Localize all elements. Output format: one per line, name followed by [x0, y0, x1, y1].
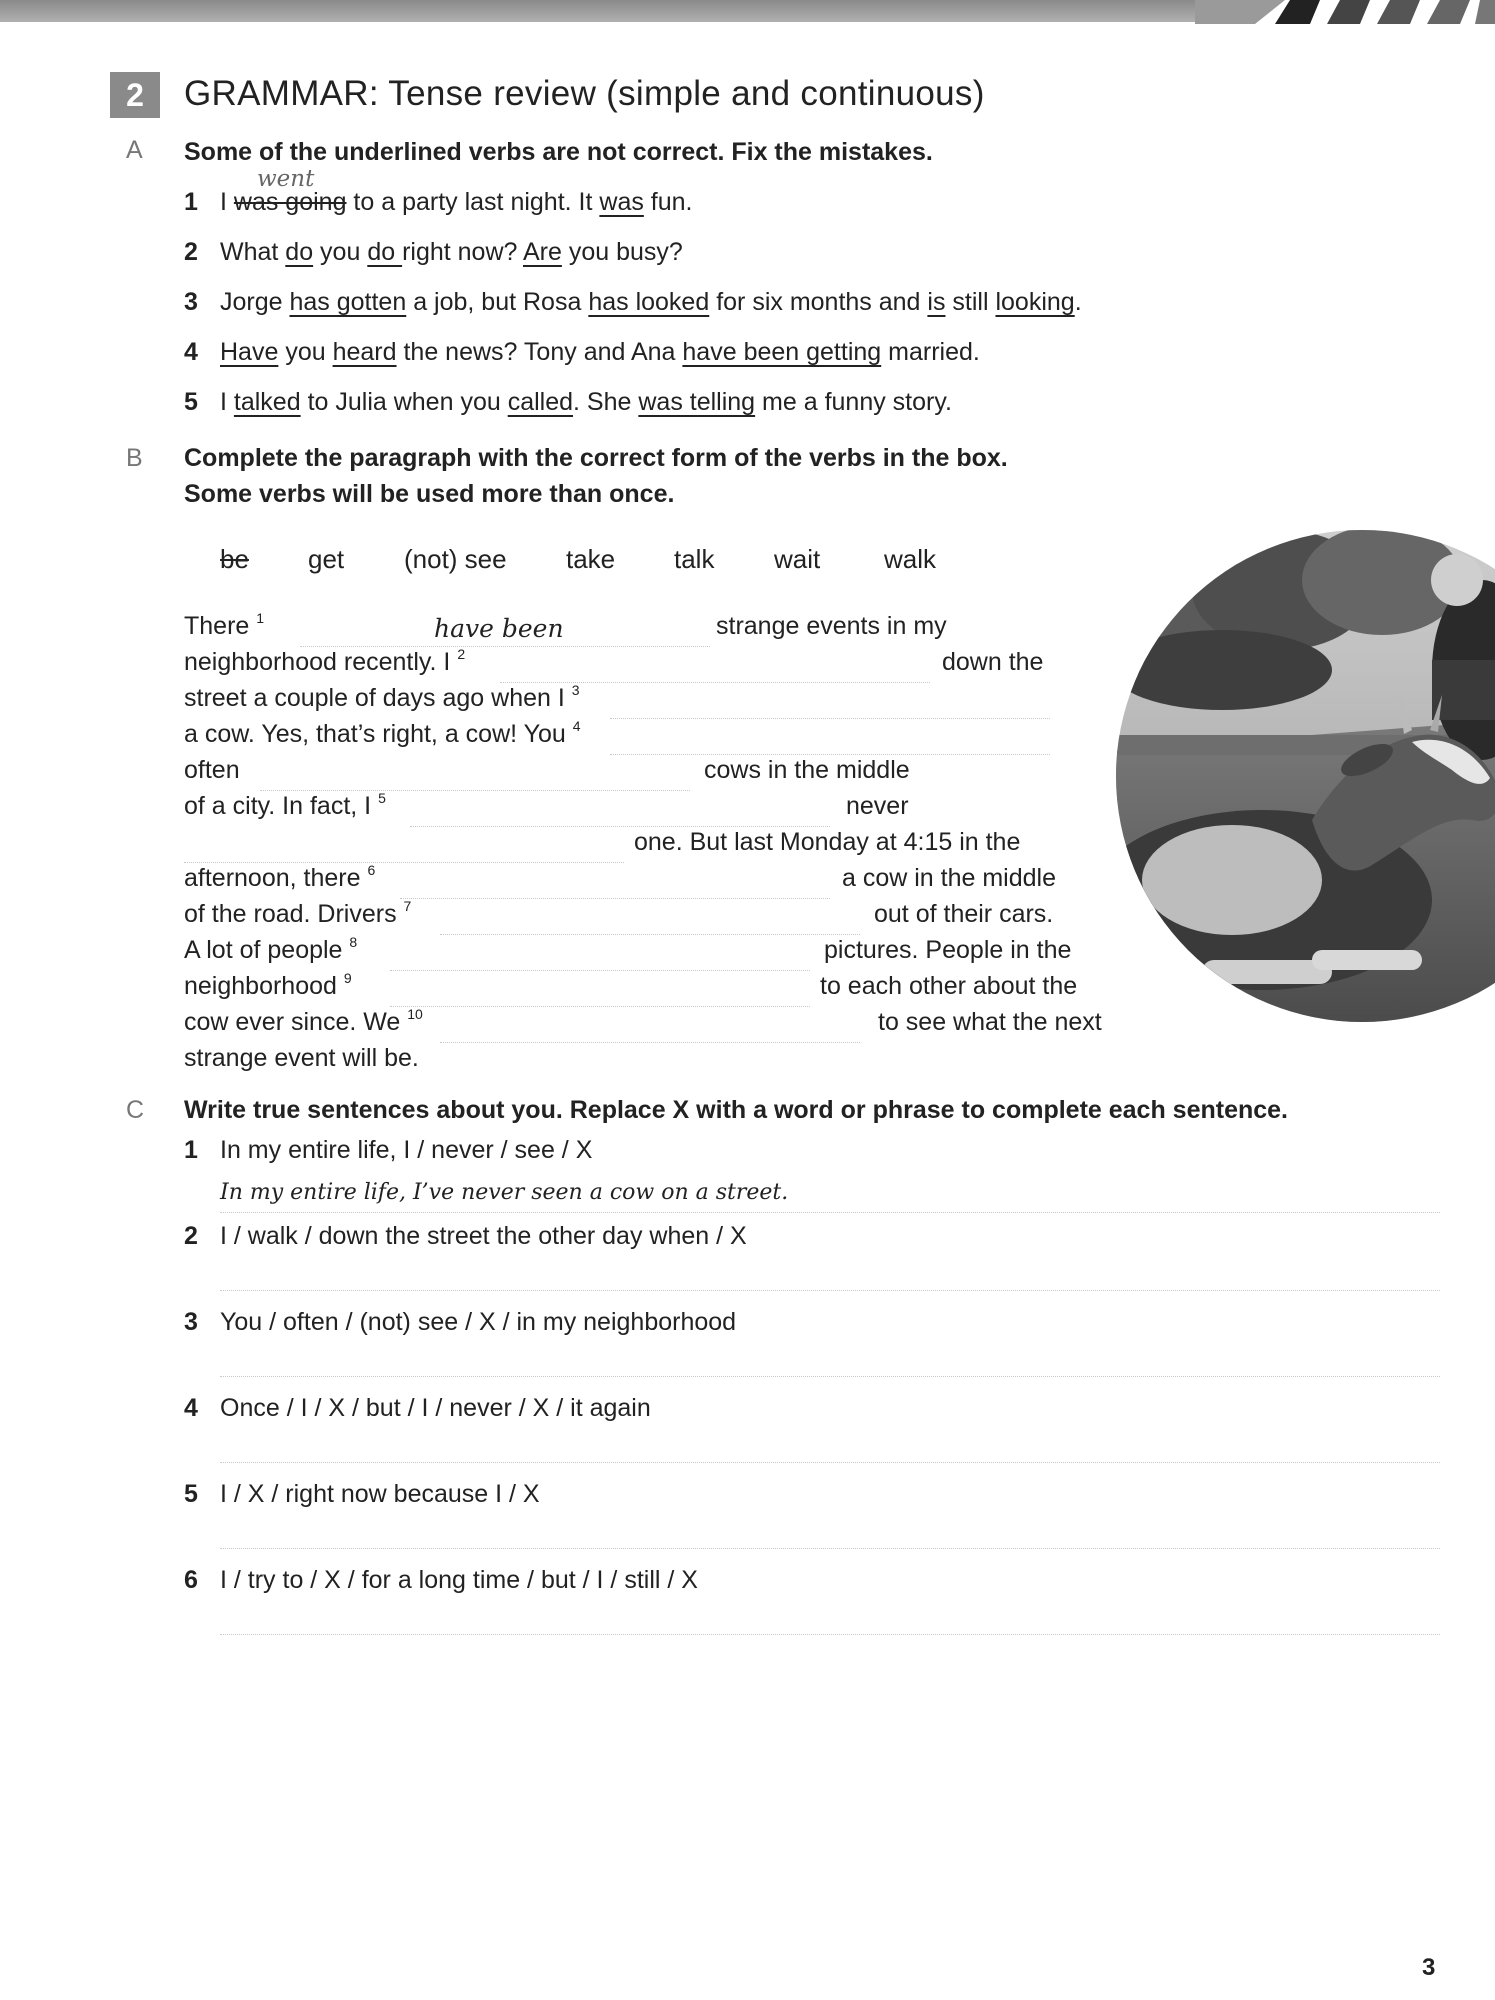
page-number: 3 [1422, 1954, 1436, 1981]
item-number: 1 [184, 1136, 198, 1164]
item-text: me a funny story. [755, 388, 952, 416]
item-text: right now? [402, 238, 523, 266]
blank-number: 8 [349, 934, 358, 950]
part-a-item-1 [184, 188, 693, 217]
item-text: I / try to / X / for a long time / but / I / still / X [220, 1566, 698, 1594]
para-line-7b: one. But last Monday at 4:15 in the [634, 828, 1021, 856]
item-text: fun. [643, 188, 693, 216]
underlined-verb: has looked [588, 288, 710, 316]
item-number: 1 [184, 188, 198, 216]
item-text: you busy? [561, 238, 683, 266]
para-line-2 [184, 648, 465, 677]
item-text: for six months and [709, 288, 928, 316]
blank-7[interactable] [440, 934, 860, 935]
underlined-verb: heard [332, 338, 397, 366]
underlined-verb: talked [233, 388, 301, 416]
underlined-verb: was going [233, 188, 347, 216]
para-line-2b: down the [942, 648, 1044, 676]
para-text: There [184, 612, 250, 640]
part-a-item-3 [184, 288, 1082, 317]
item-text: What [220, 238, 286, 266]
answer-line-2[interactable] [220, 1290, 1440, 1291]
para-line-11b: to each other about the [820, 972, 1078, 1000]
part-b-instruction [184, 440, 1008, 512]
item-text: married. [881, 338, 980, 366]
para-line-12b: to see what the next [878, 1008, 1102, 1036]
para-line-10 [184, 936, 357, 965]
blank-9[interactable] [390, 1006, 810, 1007]
answer-line-3[interactable] [220, 1376, 1440, 1377]
para-text: afternoon, there [184, 864, 361, 892]
part-a-letter: A [126, 136, 143, 164]
blank-6[interactable] [400, 898, 830, 899]
para-line-4 [184, 720, 581, 749]
item-text: I [220, 188, 234, 216]
item-number: 2 [184, 1222, 198, 1250]
para-line-11 [184, 972, 352, 1001]
cow-photo [1112, 520, 1495, 1032]
blank-4-cont[interactable] [260, 790, 690, 791]
para-line-9b: out of their cars. [874, 900, 1054, 928]
blank-3[interactable] [610, 718, 1050, 719]
part-c-instruction: Write true sentences about you. Replace X with a word or phrase to complete each sentence. [184, 1096, 1289, 1124]
item-text: the news? Tony and Ana [396, 338, 683, 366]
blank-5[interactable] [410, 826, 830, 827]
instruction-line: Complete the paragraph with the correct form of the verbs in the box. [184, 444, 1008, 472]
answer-line-5[interactable] [220, 1548, 1440, 1549]
example-answer: have been [434, 614, 564, 643]
underlined-verb: was telling [638, 388, 756, 416]
item-text: . [1074, 288, 1082, 316]
blank-2[interactable] [500, 682, 930, 683]
blank-number: 9 [343, 970, 352, 986]
item-text: a job, but Rosa [406, 288, 589, 316]
blank-number: 5 [378, 790, 386, 806]
blank-4[interactable] [610, 754, 1050, 755]
para-line-6 [184, 792, 386, 821]
word-box-item: be [220, 544, 249, 574]
underlined-verb: has gotten [289, 288, 407, 316]
part-c-item-1 [184, 1136, 592, 1165]
para-text: street a couple of days ago when I [184, 684, 565, 712]
example-correction: went [257, 166, 315, 192]
item-number: 3 [184, 1308, 198, 1336]
para-text: of the road. Drivers [184, 900, 397, 928]
para-line-1 [184, 612, 264, 641]
word-box-item: (not) see [404, 544, 507, 574]
part-a-item-4 [184, 338, 980, 367]
blank-number: 6 [367, 862, 376, 878]
blank-8[interactable] [390, 970, 810, 971]
blank-number: 3 [571, 682, 580, 698]
word-box-item: walk [884, 544, 937, 574]
underlined-verb: looking [995, 288, 1075, 316]
underlined-verb: called [507, 388, 574, 416]
blank-5-cont[interactable] [184, 862, 624, 863]
answer-line-6[interactable] [220, 1634, 1440, 1635]
item-text: . She [573, 388, 639, 416]
para-line-6b: never [846, 792, 909, 820]
para-line-1b: strange events in my [716, 612, 947, 640]
para-line-5b: cows in the middle [704, 756, 910, 784]
blank-number: 10 [407, 1006, 423, 1022]
word-box-item: get [308, 544, 345, 574]
answer-line-4[interactable] [220, 1462, 1440, 1463]
underlined-verb: do [285, 238, 314, 266]
blank-number: 1 [256, 610, 265, 626]
part-c-item-4 [184, 1394, 651, 1423]
word-box-item: wait [774, 544, 821, 574]
item-number: 3 [184, 288, 198, 316]
item-text: I [220, 388, 234, 416]
underlined-verb: do [367, 238, 403, 266]
part-c-item-2 [184, 1222, 747, 1251]
item-text: Jorge [220, 288, 290, 316]
para-line-10b: pictures. People in the [824, 936, 1072, 964]
para-line-8 [184, 864, 375, 893]
part-c-item-3 [184, 1308, 736, 1337]
item-text: still [945, 288, 996, 316]
para-text: A lot of people [184, 936, 343, 964]
item-text: I / walk / down the street the other day when / X [220, 1222, 747, 1250]
underlined-verb: Are [523, 238, 562, 266]
item-number: 6 [184, 1566, 198, 1594]
item-text: Once / I / X / but / I / never / X / it again [220, 1394, 651, 1422]
example-sentence: In my entire life, I’ve never seen a cow on a street. [220, 1180, 789, 1205]
para-line-8b: a cow in the middle [842, 864, 1057, 892]
word-box-item: take [566, 544, 616, 574]
para-text: neighborhood recently. I [184, 648, 451, 676]
blank-10[interactable] [440, 1042, 860, 1043]
item-number: 4 [184, 1394, 198, 1422]
underlined-verb: is [927, 288, 946, 316]
item-text: you [278, 338, 333, 366]
part-c-item-6 [184, 1566, 698, 1595]
para-line-13: strange event will be. [184, 1044, 419, 1072]
para-text: neighborhood [184, 972, 337, 1000]
part-a-instruction: Some of the underlined verbs are not correct. Fix the mistakes. [184, 138, 933, 166]
blank-number: 2 [457, 646, 466, 662]
item-text: I / X / right now because I / X [220, 1480, 540, 1508]
item-number: 5 [184, 388, 198, 416]
part-b-letter: B [126, 444, 143, 472]
para-line-12 [184, 1008, 423, 1037]
item-number: 4 [184, 338, 198, 366]
item-text: In my entire life, I / never / see / X [220, 1136, 593, 1164]
item-text: to Julia when you [300, 388, 508, 416]
item-number: 2 [184, 238, 198, 266]
underlined-verb: was [599, 188, 644, 216]
item-text: to a party last night. It [346, 188, 600, 216]
blank-number: 4 [572, 718, 581, 734]
blank-1[interactable] [300, 646, 710, 647]
para-line-5: often [184, 756, 240, 784]
underlined-verb: have been getting [682, 338, 882, 366]
section-title: GRAMMAR: Tense review (simple and continuous) [184, 74, 985, 113]
answer-line-1[interactable] [220, 1212, 1440, 1213]
item-text: you [313, 238, 368, 266]
para-line-3 [184, 684, 580, 713]
section-number: 2 [110, 72, 160, 118]
part-c-letter: C [126, 1096, 145, 1124]
para-text: a cow. Yes, that’s right, a cow! You [184, 720, 566, 748]
underlined-verb: Have [220, 338, 279, 366]
part-a-item-2 [184, 238, 683, 267]
instruction-line: Some verbs will be used more than once. [184, 480, 675, 508]
item-text: You / often / (not) see / X / in my neighborhood [220, 1308, 737, 1336]
item-number: 5 [184, 1480, 198, 1508]
blank-number: 7 [403, 898, 412, 914]
para-text: of a city. In fact, I [184, 792, 372, 820]
part-c-item-5 [184, 1480, 540, 1509]
part-a-item-5 [184, 388, 952, 417]
para-line-9 [184, 900, 411, 929]
para-text: cow ever since. We [184, 1008, 401, 1036]
stripe-decoration [1195, 0, 1495, 24]
word-box-item: talk [674, 544, 715, 574]
